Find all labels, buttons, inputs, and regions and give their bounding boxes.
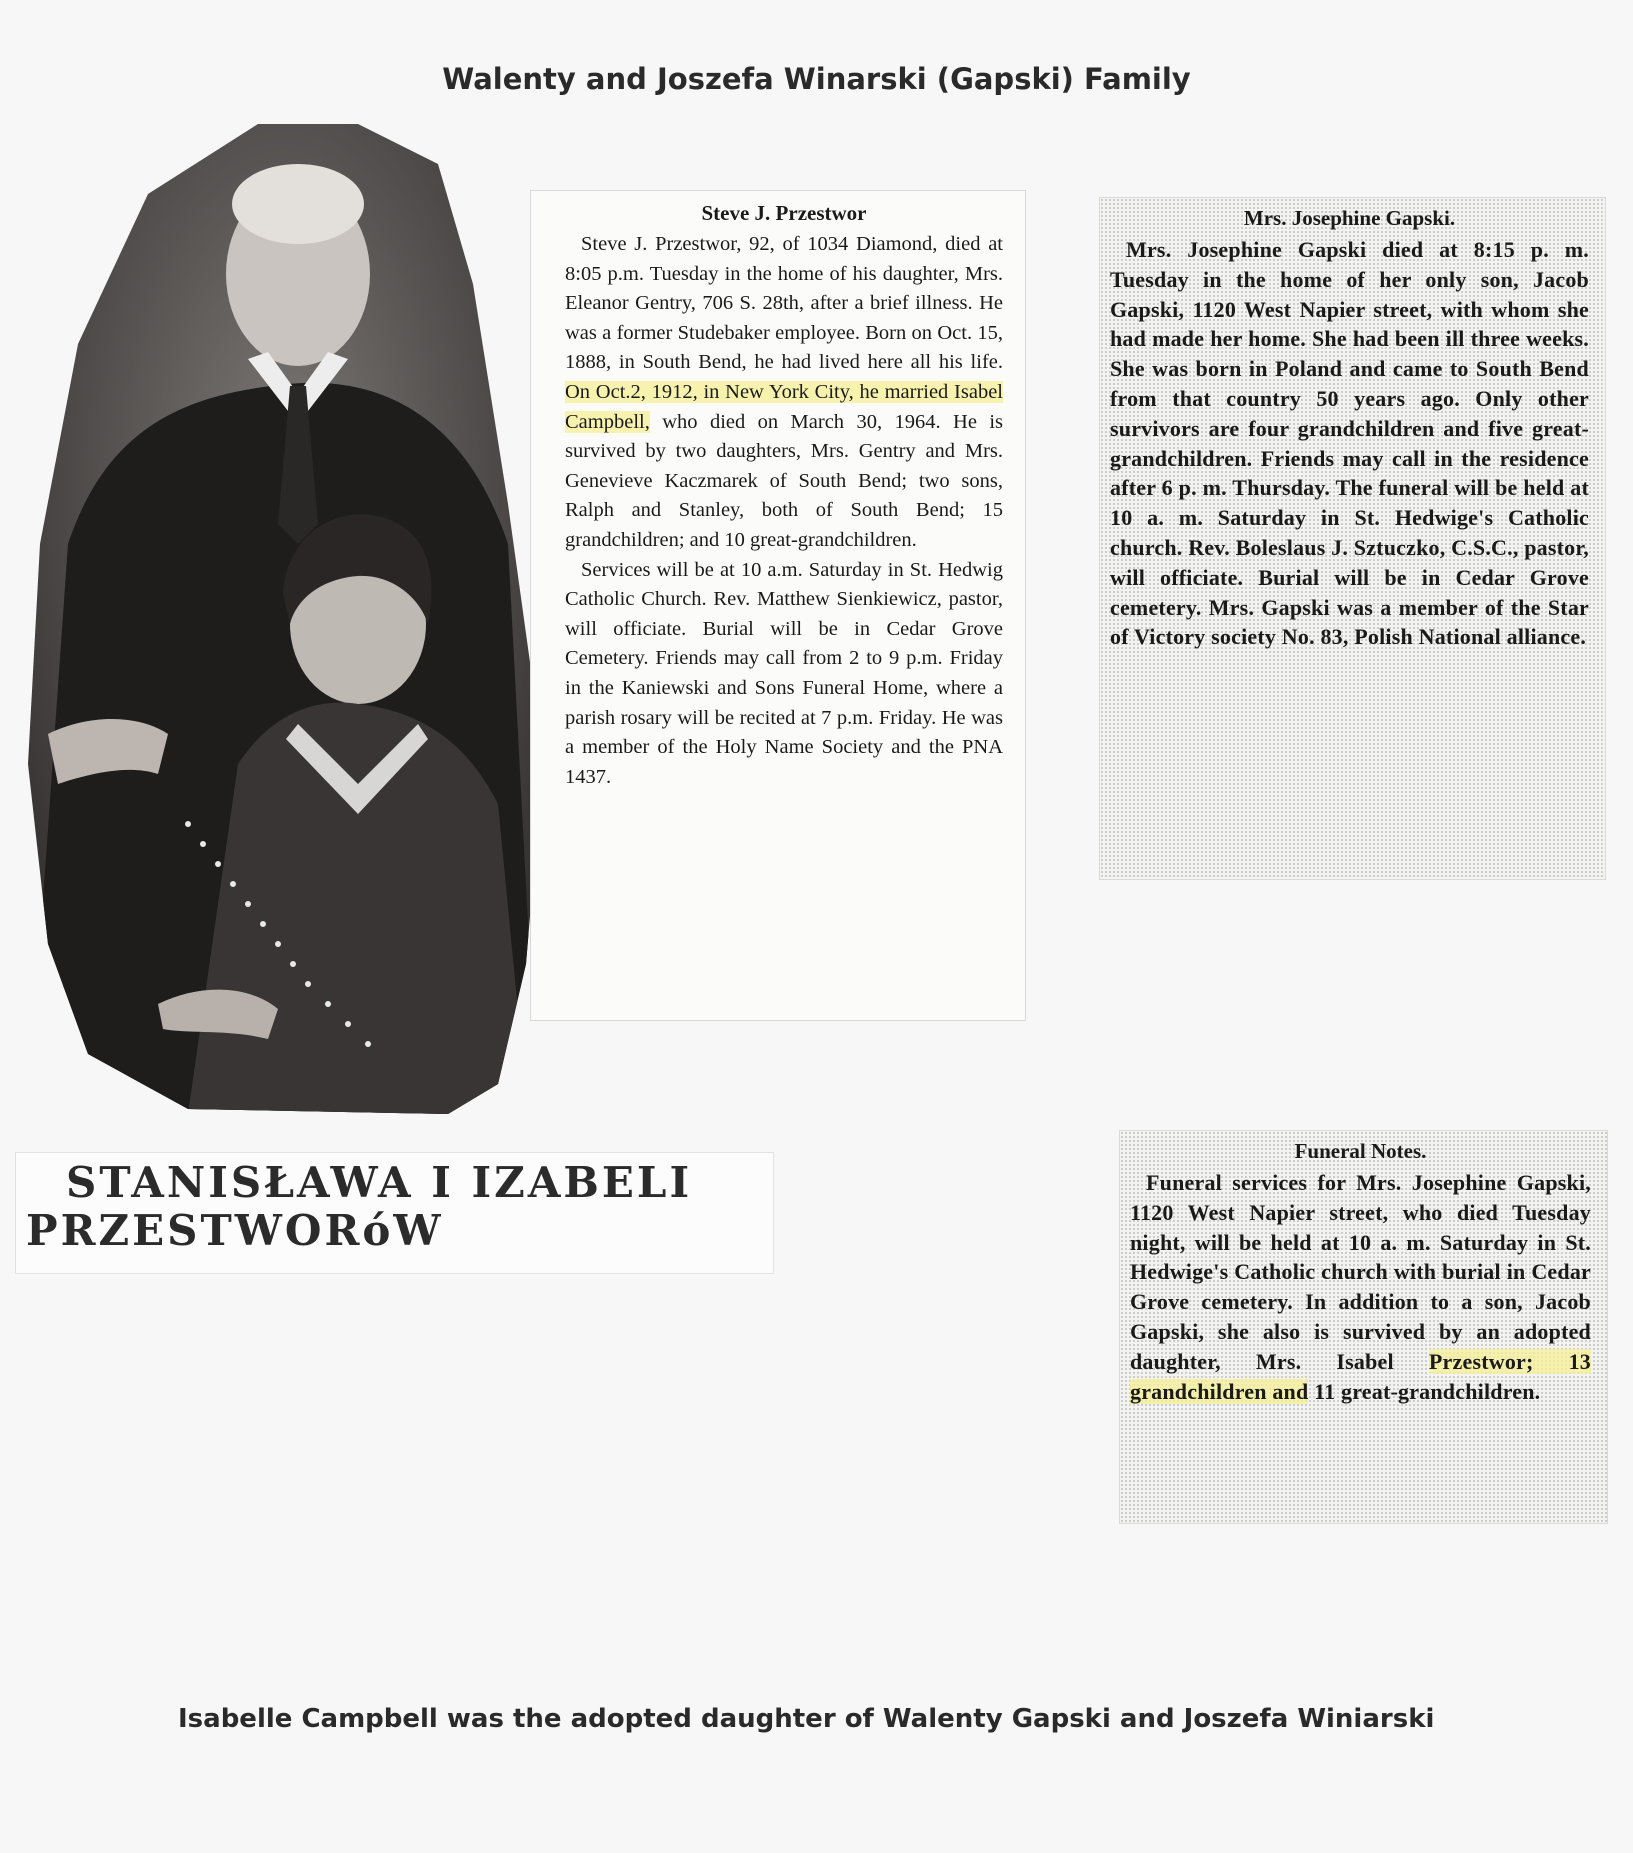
funeral-notes-text: Funeral services for Mrs. Josephine Gapski, 1120 West Napier street, who died Tuesday night, will be held at 10 a. m. Saturday in St. Hedwige's Catholic church with burial in Cedar Grove cemetery. In addition to a son, Jacob Gapski, she also is survived by an adopted daughter, Mrs. Isabel (1130, 1170, 1591, 1374)
obituary-paragraph: Services will be at 10 a.m. Saturday in St. Hedwig Catholic Church. Rev. Matthew Sienkiewicz, pastor, will officiate. Burial will be in Cedar Grove Cemetery. Friends may call from 2 to 9 p.m. Friday in the Kaniewski and Sons Funeral Home, where a parish rosary will be recited at 7 p.m. Friday. He was a member of the Holy Name Society and the PNA 1437. (565, 558, 1003, 788)
highlighted-text: On Oct.2, 1912, in New York City, he married Isabel Campbell, (565, 380, 1003, 433)
polish-headline-line-1: STANISŁAWA I IZABELI (66, 1158, 693, 1207)
caption: Isabelle Campbell was the adopted daughter of Walenty Gapski and Joszefa Winiarski (178, 1704, 1435, 1734)
obituary-josephine-gapski (1100, 198, 1605, 879)
polish-headline-clipping (16, 1153, 773, 1273)
funeral-notes-text: 11 great-grandchildren. (1308, 1378, 1541, 1404)
highlighted-text: Przestwor; 13 grandchildren and (1130, 1348, 1591, 1404)
page-title: Walenty and Joszefa Winarski (Gapski) Family (442, 62, 1191, 96)
funeral-notes-headline: Funeral Notes. (1294, 1139, 1427, 1163)
portrait-photo (28, 124, 538, 1114)
funeral-notes (1120, 1131, 1607, 1523)
polish-headline-line-2: PRZESTWORóW (26, 1206, 444, 1255)
obituary-steve-przestwor (531, 191, 1025, 1020)
obituary-paragraph (565, 230, 1003, 556)
obituary-text: who died on March 30, 1964. He is survived by two daughters, Mrs. Gentry and Mrs. Genevieve Kaczmarek of South Bend; two sons, Ralph and Stanley, both of South Bend; 15 grandchildren; and 10 great-grandchildren. (565, 410, 1003, 551)
obituary-headline: Mrs. Josephine Gapski. (1243, 206, 1456, 230)
obituary-paragraph: Mrs. Josephine Gapski died at 8:15 p. m. Tuesday in the home of her only son, Jacob Gapski, 1120 West Napier street, with whom she had made her home. She had been ill three weeks. She was born in Poland and came to South Bend from that country 50 years ago. Only other survivors are four grandchildren and five great-grandchildren. Friends may call in the residence after 6 p. m. Thursday. The funeral will be held at 10 a. m. Saturday in St. Hedwige's Catholic church. Rev. Boleslaus J. Sztuczko, C.S.C., pastor, will officiate. Burial will be in Cedar Grove cemetery. Mrs. Gapski was a member of the Star of Victory society No. 83, Polish National alliance. (1110, 237, 1589, 650)
obituary-text: Steve J. Przestwor, 92, of 1034 Diamond, died at 8:05 p.m. Tuesday in the home of his daughter, Mrs. Eleanor Gentry, 706 S. 28th, after a brief illness. He was a former Studebaker employee. Born on Oct. 15, 1888, in South Bend, he had lived here all his life. (565, 233, 1003, 374)
funeral-notes-paragraph (1130, 1168, 1591, 1406)
obituary-headline: Steve J. Przestwor (701, 201, 867, 225)
